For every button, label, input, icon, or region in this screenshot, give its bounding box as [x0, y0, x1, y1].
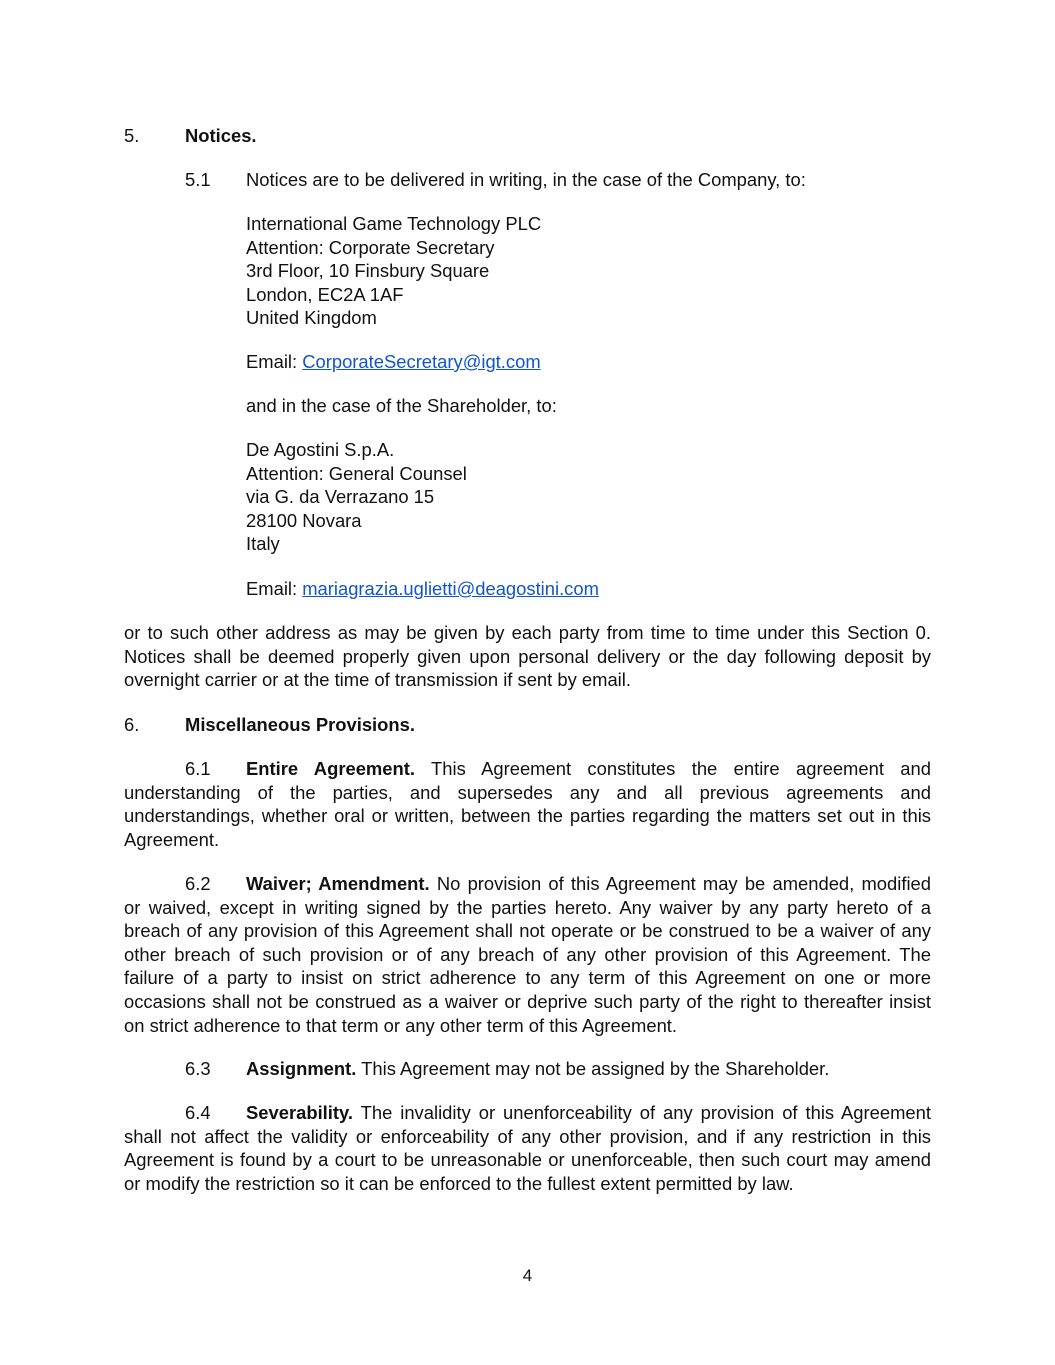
shareholder-email-line [246, 577, 599, 601]
clause-5-1-text: Notices are to be delivered in writing, in the case of the Company, to: [246, 169, 806, 190]
clause-number: 6.2 [185, 873, 211, 894]
clause-heading: Waiver; Amendment. [246, 873, 430, 894]
clause-text: This Agreement may not be assigned by the Shareholder. [356, 1058, 830, 1079]
clause-6-3 [124, 1057, 931, 1081]
address-line: United Kingdom [246, 307, 377, 329]
clause-6-1 [124, 757, 931, 851]
clause-5-1-number: 5.1 [185, 169, 211, 190]
clause-number: 6.4 [185, 1102, 211, 1123]
clause-6-4 [124, 1101, 931, 1195]
page-number: 4 [522, 1266, 533, 1285]
clause-text: This Agreement constitutes the entire agreement and understanding of the parties, and supersedes any and all previous agreements and understandings, whether oral or written, between the parties regarding the matters set out in this Agreement. [124, 758, 931, 850]
clause-number: 6.3 [185, 1058, 211, 1079]
clause-6-2 [124, 872, 931, 1037]
shareholder-intro: and in the case of the Shareholder, to: [246, 395, 557, 416]
notices-closing-paragraph: or to such other address as may be given by each party from time to time under this Section 0. Notices shall be deemed properly given upon personal delivery or the day following deposit by overnight carrier or at the time of transmission if sent by email. [124, 622, 931, 691]
address-line: De Agostini S.p.A. [246, 439, 395, 460]
email-label: Email: [246, 578, 303, 599]
clause-text: No provision of this Agreement may be amended, modified or waived, except in writing signed by the parties hereto. Any waiver by any party hereto of a breach of any provision of this Agreement shall not operate or be construed to be a waiver of any other breach of such provision or of any breach of any other provision of this Agreement. The failure of a party to insist on strict adherence to any term of this Agreement on one or more occasions shall not be construed as a waiver or deprive such party of the right to thereafter insist on strict adherence to that term or any other term of this Agreement. [124, 873, 931, 1036]
address-line: Italy [246, 533, 280, 555]
section-6-number: 6. [124, 714, 140, 735]
address-line: via G. da Verrazano 15 [246, 486, 435, 508]
shareholder-email-link[interactable]: mariagrazia.uglietti@deagostini.com [302, 578, 599, 599]
section-5-title: Notices. [185, 125, 257, 146]
clause-heading: Assignment. [246, 1058, 357, 1079]
address-line: 28100 Novara [246, 509, 362, 531]
email-label: Email: [246, 351, 303, 372]
address-line: London, EC2A 1AF [246, 283, 404, 305]
clause-text: The invalidity or unenforceability of any provision of this Agreement shall not affect the validity or enforceability of any other provision, and if any restriction in this Agreement is found by a court to be unreasonable or unenforceable, then such court may amend or modify the restriction so it can be enforced to the fullest extent permitted by law. [124, 1102, 931, 1194]
address-line: International Game Technology PLC [246, 213, 542, 234]
address-line: Attention: Corporate Secretary [246, 236, 495, 258]
company-email-line [246, 350, 541, 374]
section-6-title: Miscellaneous Provisions. [185, 714, 415, 735]
clause-heading: Severability. [246, 1102, 353, 1123]
section-5-number: 5. [124, 125, 140, 146]
clause-number: 6.1 [185, 758, 211, 779]
shareholder-address [246, 438, 467, 556]
company-address [246, 212, 541, 330]
address-line: Attention: General Counsel [246, 462, 467, 484]
address-line: 3rd Floor, 10 Finsbury Square [246, 260, 490, 282]
company-email-link[interactable]: CorporateSecretary@igt.com [302, 351, 541, 372]
clause-heading: Entire Agreement. [246, 758, 415, 779]
